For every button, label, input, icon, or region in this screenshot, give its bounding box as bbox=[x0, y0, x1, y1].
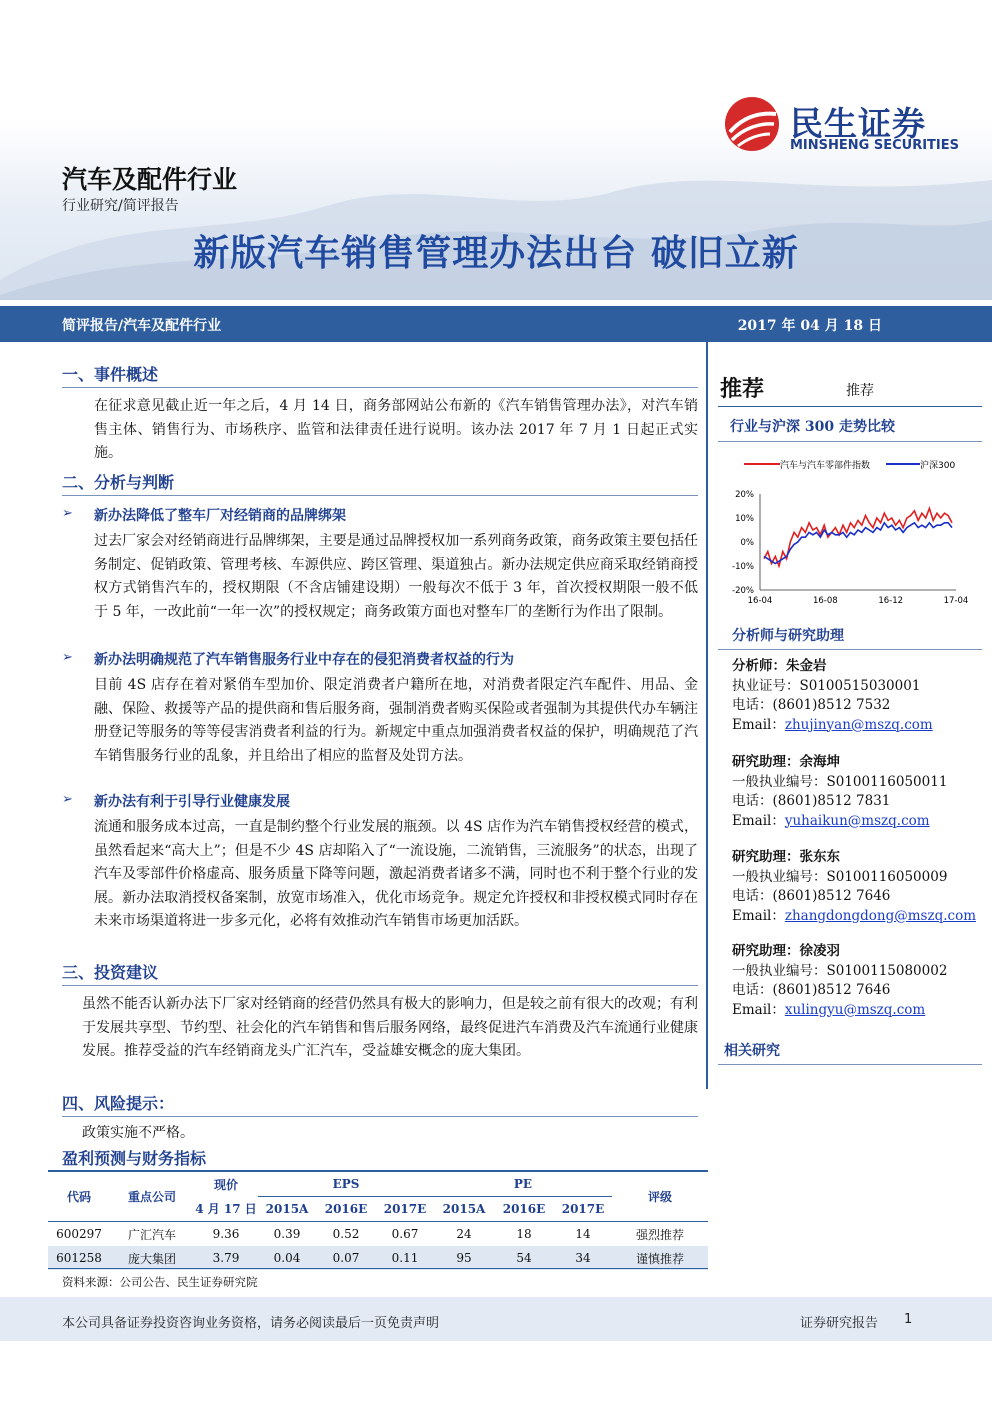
header-year: 2016E bbox=[494, 1197, 554, 1222]
analyst-heading: 分析师与研究助理 bbox=[732, 628, 844, 644]
report-type: 行业研究/简评报告 bbox=[62, 198, 179, 214]
header-code: 代码 bbox=[48, 1172, 110, 1222]
sidebar-rule bbox=[718, 649, 982, 650]
report-title: 新版汽车销售管理办法出台 破旧立新 bbox=[193, 233, 799, 274]
performance-chart bbox=[718, 448, 982, 610]
financial-table bbox=[48, 1172, 708, 1270]
bullet-3-title: 新办法有利于引导行业健康发展 bbox=[94, 794, 290, 810]
analyst-email-link[interactable]: xulingyu@mszq.com bbox=[784, 1001, 926, 1018]
sidebar-rule bbox=[718, 441, 982, 442]
analyst-block-2 bbox=[732, 753, 982, 831]
x-tick-label: 17-04 bbox=[943, 596, 969, 606]
analyst-name: 研究助理：张东东 bbox=[732, 849, 840, 865]
bullet-3-text: 流通和服务成本过高，一直是制约整个行业发展的瓶颈。以 4S 店作为汽车销售授权经营的模式，虽然看起来“高大上”；但是不少 4S 店却陷入了“一流设施，二流销售，三流服务”的状态，出现了汽车及零部件价格虚高、服务质量下降等问题，激起消费者诸多不满，同时也不利于整个行业的发展。新办法取消授权备案制，放宽市场准入，优化市场竞争。规定允许授权和非授权模式同时存在未来市场渠道将进一步多元化，必将有效推动汽车销售市场更加活跃。 bbox=[94, 819, 698, 929]
analyst-phone: 电话：(8601)8512 7532 bbox=[732, 697, 891, 713]
series-line-industry bbox=[764, 508, 952, 566]
rating-small: 推荐 bbox=[846, 383, 874, 399]
rating-large: 推荐 bbox=[720, 377, 765, 402]
analyst-name: 研究助理：徐凌羽 bbox=[732, 943, 840, 959]
analyst-cert: 执业证号：S0100515030001 bbox=[732, 677, 921, 694]
header-year: 2017E bbox=[554, 1197, 612, 1222]
cell-pe: 95 bbox=[456, 1251, 472, 1265]
bullet-2-text: 目前 4S 店存在着对紧俏车型加价、限定消费者户籍所在地，对消费者限定汽车配件、用品、金融、保险、救援等产品的提供商和售后服务商，强制消费者购买保险或者强制为其提供代办车辆注册登记等服务的等等侵害消费者利益的行为。新规定中重点加强消费者权益的保护，明确规范了汽车销售服务行业的乱象，并且给出了相应的监督及处罚方法。 bbox=[94, 677, 698, 764]
y-tick-label: 0% bbox=[740, 538, 754, 548]
analyst-cert: 一般执业编号：S0100116050009 bbox=[732, 868, 948, 885]
analyst-email-link[interactable]: zhangdongdong@mszq.com bbox=[784, 907, 977, 924]
section-rule bbox=[62, 985, 698, 986]
y-tick-label: -10% bbox=[732, 562, 754, 572]
bullet-1-text: 过去厂家会对经销商进行品牌绑架，主要是通过品牌授权加一系列商务政策，商务政策主要包括任务制定、促销政策、管理考核、车源供应、跨区管理、渠道独占。新办法规定供应商采取经销商授权方式销售汽车的，授权期限（不含店铺建设期）一般每次不低于 3 年，首次授权期限一般不低于 5 年，一改此前“一年一次”的授权规定；商务政策方面也对整车厂的垄断行为作出了限制。 bbox=[94, 533, 698, 620]
legend-label-industry: 汽车与汽车零部件指数 bbox=[780, 461, 871, 471]
header-pe: PE bbox=[434, 1172, 612, 1197]
cell-eps: 0.04 bbox=[273, 1251, 301, 1265]
cell-pe: 34 bbox=[575, 1251, 591, 1265]
section-4-text: 政策实施不严格。 bbox=[82, 1125, 194, 1141]
header-rating: 评级 bbox=[612, 1172, 708, 1222]
y-tick-label: -20% bbox=[732, 586, 754, 596]
x-tick-label: 16-04 bbox=[747, 596, 773, 606]
y-tick-label: 20% bbox=[735, 490, 754, 500]
header-year: 2015A bbox=[434, 1197, 494, 1222]
cell-rating: 强烈推荐 bbox=[635, 1227, 684, 1242]
analyst-phone: 电话：(8601)8512 7831 bbox=[732, 793, 891, 809]
logo-text-cn: 民生证券 bbox=[790, 104, 926, 143]
cell-eps: 0.11 bbox=[391, 1251, 419, 1265]
table-source: 资料来源：公司公告、民生证券研究院 bbox=[62, 1275, 258, 1289]
header-year: 2015A bbox=[258, 1197, 316, 1222]
cell-pe: 24 bbox=[456, 1227, 472, 1241]
minsheng-logo-icon bbox=[724, 96, 780, 152]
footer-label: 证券研究报告 bbox=[800, 1316, 879, 1331]
cell-eps: 0.39 bbox=[273, 1227, 301, 1241]
page-number: 1 bbox=[904, 1312, 913, 1327]
analyst-name: 分析师：朱金岩 bbox=[732, 658, 827, 674]
report-date: 2017 年 04 月 18 日 bbox=[737, 318, 882, 334]
table-row bbox=[48, 1246, 708, 1270]
section-3-text: 虽然不能否认新办法下厂家对经销商的经营仍然具有极大的影响力，但是较之前有很大的改观；有利于发展共享型、节约型、社会化的汽车销售和售后服务网络，最终促进汽车消费及汽车流通行业健康发展。推荐受益的汽车经销商龙头广汇汽车，受益雄安概念的庞大集团。 bbox=[82, 996, 698, 1059]
chart-heading: 行业与沪深 300 走势比较 bbox=[730, 419, 895, 435]
footer-disclaimer: 本公司具备证券投资咨询业务资格，请务必阅读最后一页免责声明 bbox=[62, 1316, 440, 1331]
analyst-block-1 bbox=[732, 657, 982, 735]
table-heading: 盈利预测与财务指标 bbox=[62, 1149, 207, 1168]
cell-eps: 0.07 bbox=[332, 1251, 360, 1265]
x-tick-label: 16-12 bbox=[878, 596, 904, 606]
cell-eps: 0.52 bbox=[332, 1227, 360, 1241]
analyst-name: 研究助理：余海坤 bbox=[732, 754, 840, 770]
related-research-heading: 相关研究 bbox=[724, 1043, 780, 1059]
analyst-block-3 bbox=[732, 848, 982, 926]
band-category: 简评报告/汽车及配件行业 bbox=[62, 318, 222, 334]
section-rule bbox=[62, 387, 698, 388]
table-bottom-rule bbox=[48, 1268, 708, 1269]
cell-rating: 谨慎推荐 bbox=[635, 1251, 684, 1266]
cell-pe: 18 bbox=[516, 1227, 532, 1241]
table-row bbox=[48, 1222, 708, 1247]
header-price: 现价 bbox=[213, 1177, 238, 1192]
sidebar-rule bbox=[718, 406, 982, 407]
header-company: 重点公司 bbox=[110, 1172, 194, 1222]
header-year: 2016E bbox=[316, 1197, 376, 1222]
bullet-arrow-icon: ➢ bbox=[62, 792, 73, 807]
email-label: Email： bbox=[732, 716, 785, 733]
analyst-phone: 电话：(8601)8512 7646 bbox=[732, 982, 891, 998]
cell-pe: 54 bbox=[516, 1251, 532, 1265]
cell-company: 广汇汽车 bbox=[127, 1227, 176, 1242]
section-heading-2: 二、分析与判断 bbox=[62, 473, 175, 492]
analyst-block-4 bbox=[732, 942, 982, 1020]
section-heading-4: 四、风险提示： bbox=[62, 1094, 175, 1113]
analyst-email-link[interactable]: yuhaikun@mszq.com bbox=[784, 812, 930, 829]
legend-label-hs300: 沪深300 bbox=[920, 461, 956, 471]
analyst-phone: 电话：(8601)8512 7646 bbox=[732, 888, 891, 904]
header-price-date: 4 月 17 日 bbox=[194, 1197, 258, 1222]
email-label: Email： bbox=[732, 907, 785, 924]
header-year: 2017E bbox=[376, 1197, 434, 1222]
section-rule bbox=[62, 495, 698, 496]
email-label: Email： bbox=[732, 812, 785, 829]
analyst-cert: 一般执业编号：S0100115080002 bbox=[732, 962, 948, 979]
bullet-arrow-icon: ➢ bbox=[62, 506, 73, 521]
logo-text-en: MINSHENG SECURITIES bbox=[790, 138, 959, 153]
bullet-1-title: 新办法降低了整车厂对经销商的品牌绑架 bbox=[94, 508, 346, 524]
section-rule bbox=[62, 1116, 698, 1117]
cell-price: 9.36 bbox=[212, 1227, 240, 1241]
bullet-arrow-icon: ➢ bbox=[62, 650, 73, 665]
cell-code: 601258 bbox=[56, 1251, 102, 1265]
cell-code: 600297 bbox=[56, 1227, 102, 1241]
y-tick-label: 10% bbox=[735, 514, 754, 524]
cell-price: 3.79 bbox=[212, 1251, 240, 1265]
section-heading-3: 三、投资建议 bbox=[62, 963, 159, 982]
cell-company: 庞大集团 bbox=[127, 1251, 176, 1266]
analyst-email-link[interactable]: zhujinyan@mszq.com bbox=[784, 716, 933, 733]
series-line-hs300 bbox=[764, 523, 952, 564]
email-label: Email： bbox=[732, 1001, 785, 1018]
section-heading-1: 一、事件概述 bbox=[62, 365, 159, 384]
x-tick-label: 16-08 bbox=[812, 596, 838, 606]
industry-name: 汽车及配件行业 bbox=[62, 165, 238, 194]
header-eps: EPS bbox=[258, 1172, 434, 1197]
column-divider bbox=[706, 342, 708, 1089]
bullet-2-title: 新办法明确规范了汽车销售服务行业中存在的侵犯消费者权益的行为 bbox=[94, 652, 514, 668]
cell-pe: 14 bbox=[575, 1227, 591, 1241]
sidebar-rule bbox=[718, 1064, 982, 1065]
cell-eps: 0.67 bbox=[391, 1227, 419, 1241]
section-1-text: 在征求意见截止近一年之后，4 月 14 日，商务部网站公布新的《汽车销售管理办法》，对汽车销售主体、销售行为、市场秩序、监管和法律责任进行说明。该办法 2017 年 7 月 1 日起正式实施。 bbox=[94, 398, 698, 461]
analyst-cert: 一般执业编号：S0100116050011 bbox=[732, 773, 948, 790]
